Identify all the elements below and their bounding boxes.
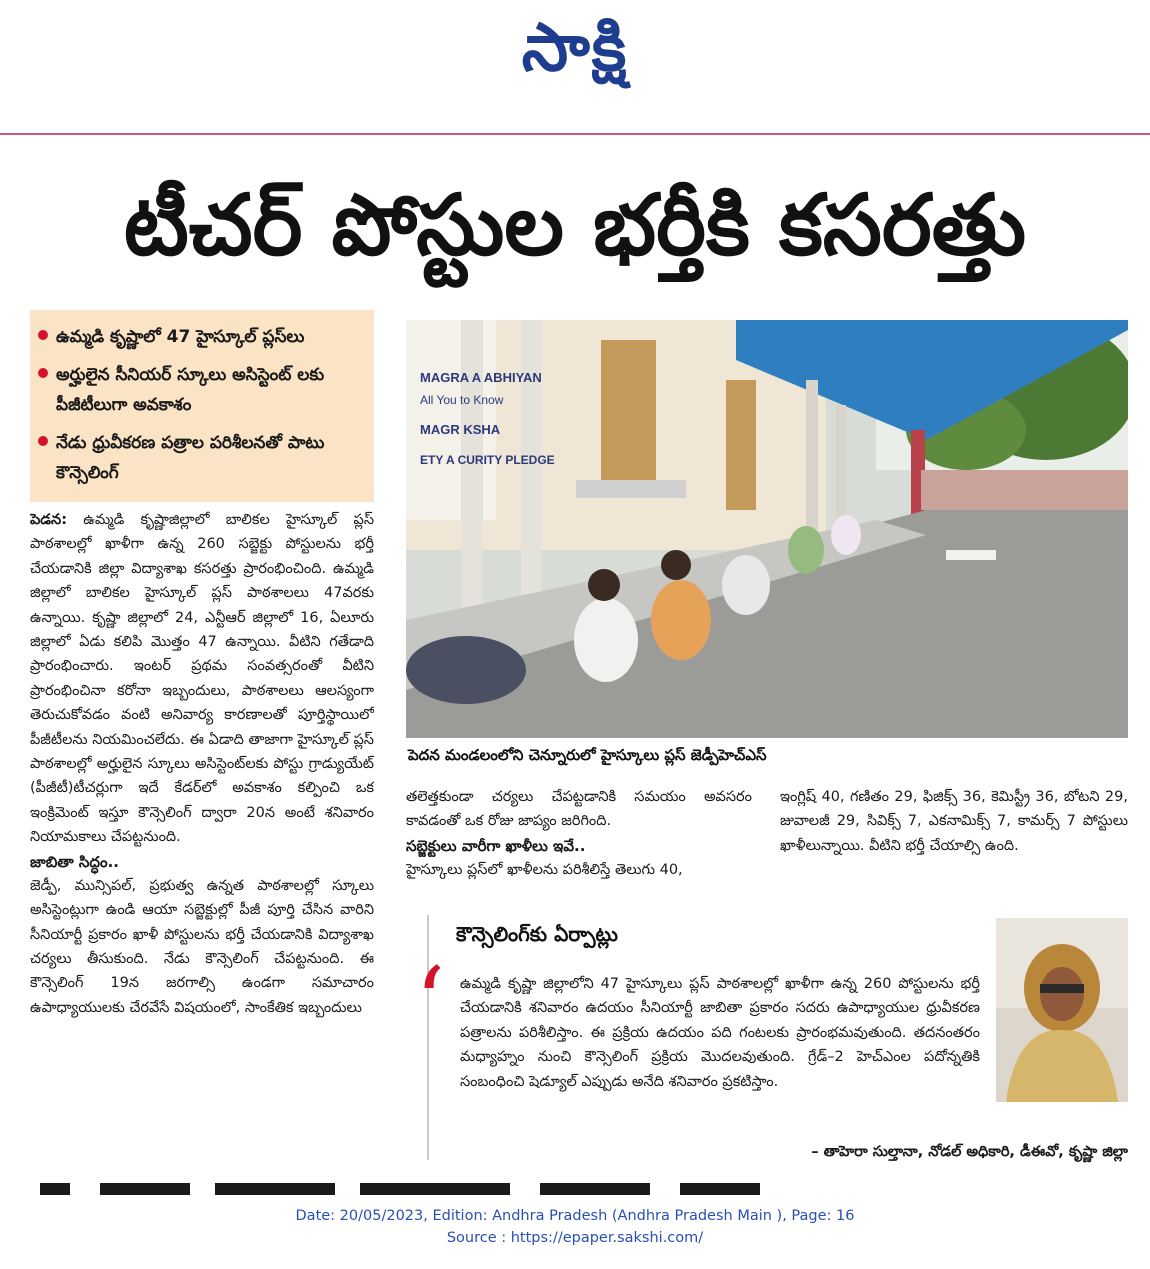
dateline: పెడన: — [30, 512, 68, 528]
sign-text: MAGR KSHA — [420, 422, 501, 437]
highlight-text: అర్హులైన సీనియర్ స్కూలు అసిస్టెంట్ లకు పీజీటీలుగా అవకాశం — [56, 365, 325, 415]
subhead: జాబితా సిద్ధం.. — [30, 852, 119, 871]
footer — [0, 1205, 1150, 1255]
masthead — [0, 0, 1150, 135]
highlight-item — [38, 360, 364, 420]
sign-text: All You to Know — [420, 393, 504, 407]
highlight-item — [38, 428, 364, 488]
article-paragraph: తలెత్తకుండా చర్యలు చేపట్టడానికి సమయం అవసరం కావడంతో ఒక రోజు జాప్యం జరిగింది. — [406, 789, 752, 830]
paragraph-text: ఉమ్మడి కృష్ణాజిల్లాలో బాలికల హైస్కూల్ ప్లస్ పాఠశాలల్లో ఖాళీగా ఉన్న 260 సబ్జెక్టు పోస్టులను భర్తీ చేయడానికి జిల్లా విద్యాశాఖ కసరత్తు ప్రారంభించింది. ఉమ్మడి జిల్లాలో బాలికల హైస్కూల్ ప్లస్ పాఠశాలలు 47వరకు ఉన్నాయి. కృష్ణా జిల్లాలో 24, ఎన్టీఆర్ జిల్లాలో 16, ఏలూరు జిల్లాలో ఏడు కలిపి మొత్తం 47 ఉన్నాయి. వీటిని గతేడాది ప్రారంభించారు. ఇంటర్ ప్రథమ సంవత్సరంతో వీటిని ప్రారంభించినా కరోనా ఇబ్బందులు, పాఠశాలలు ఆలస్యంగా తెరుచుకోవడం వంటి అనివార్య కారణాలతో పూర్తిస్థాయిలో పీజీటీలను నియమించలేదు. ఈ ఏడాది తాజాగా హైస్కూల్ ప్లస్ పాఠశాలల్లో అర్హులైన స్కూలు అసిస్టెంట్‌లకు పోస్టు గ్రాడ్యుయేట్ (పీజీటీ)టీచర్లుగా ఇదే కేడర్‌లో అవకాశం కల్పించి ఒక ఇంక్రిమెంట్ ఇస్తూ కౌన్సెలింగ్ ద్వారా 20న అంటే శనివారం నియామకాలు చేపట్టనుంది. — [30, 512, 374, 846]
photo-caption: పెదన మండలంలోని చెన్నూరులో హైస్కూలు ప్లస్ జెడ్పీహెచ్ఎస్ — [408, 746, 767, 764]
footer-source-line: Source : https://epaper.sakshi.com/ — [446, 1230, 704, 1246]
subhead: సబ్జెక్టులు వారీగా ఖాళీలు ఇవే.. — [406, 836, 586, 855]
article-column-left — [30, 508, 374, 1168]
article-column-middle — [406, 785, 752, 890]
article-paragraph — [30, 508, 374, 850]
highlight-item — [38, 322, 364, 352]
article-column-right — [780, 785, 1128, 890]
sign-text: MAGRA A ABHIYAN — [420, 370, 542, 385]
quote-title: కౌన్సెలింగ్‌కు ఏర్పాట్లు — [456, 922, 618, 946]
quote-body: ఉమ్మడి కృష్ణా జిల్లాలోని 47 హైస్కూలు ప్లస్ పాఠశాలల్లో ఖాళీగా ఉన్న 260 పోస్టులను భర్తీ చేయడానికి శనివారం ఉదయం సీనియార్టీ జాబితా ప్రకారం సదరు ఉపాధ్యాయుల ధ్రువీకరణ పత్రాలను పరిశీలిస్తాం. ఈ ప్రక్రియ ఉదయం పది గంటలకు ప్రారంభమవుతుంది. తదనంతరం మధ్యాహ్నం నుంచి కౌన్సెలింగ్ ప్రక్రియ మొదలవుతుంది. గ్రేడ్–2 హెచ్ఎంల పదోన్నతికి సంబంధించి షెడ్యూల్ ఎప్పుడు అనేది శనివారం ప్రకటిస్తాం. — [460, 976, 980, 1090]
article-paragraph: హైస్కూలు ప్లస్‌లో ఖాళీలను పరిశీలిస్తే తెలుగు 40, — [406, 861, 683, 878]
bullet-icon — [38, 436, 48, 446]
news-photo — [406, 320, 1128, 738]
highlights-box — [30, 310, 374, 502]
highlight-text: ఉమ్మడి కృష్ణాలో 47 హైస్కూల్ ప్లస్‌లు — [56, 327, 305, 347]
article-paragraph: జెడ్పీ, మున్సిపల్, ప్రభుత్వ ఉన్నత పాఠశాలల్లో స్కూలు అసిస్టెంట్లుగా ఉండి ఆయా సబ్జెక్టుల్లో పీజీ పూర్తి చేసిన వారిని సీనియార్టీ ప్రకారం ఖాళీ పోస్టులను భర్తీ చేయడానికి విద్యాశాఖ చర్యలు తీసుకుంది. నేడు కౌన్సెలింగ్ చేపట్టనుంది. ఈ కౌన్సెలింగ్ 19న జరగాల్సి ఉండగా సమాచారం ఉపాధ్యాయులకు చేరవేసే విషయంలో, సాంకేతిక ఇబ్బందులు — [30, 877, 374, 1016]
article-paragraph: ఇంగ్లిష్ 40, గణితం 29, ఫిజిక్స్ 36, కెమిస్ట్రీ 36, బోటని 29, జువాలజీ 29, సివిక్స్ 7, ఎకనామిక్స్ 7, కామర్స్ 7 పోస్టులు ఖాళీలున్నాయి. వీటిని భర్తీ చేయాల్సి ఉంది. — [780, 789, 1128, 854]
cut-off-headline-strip — [40, 1183, 780, 1195]
official-portrait — [996, 918, 1128, 1102]
bullet-icon — [38, 330, 48, 340]
sakshi-logo: సాక్షి — [521, 8, 629, 86]
highlight-text: నేడు ధ్రువీకరణ పత్రాల పరిశీలనతో పాటు కౌన్సెలింగ్ — [56, 433, 325, 483]
quote-attribution: – తాహెరా సుల్తానా, నోడల్ అధికారి, డీఈవో, కృష్ణా జిల్లా — [811, 1144, 1128, 1160]
footer-date-line: Date: 20/05/2023, Edition: Andhra Pradesh (Andhra Pradesh Main ), Page: 16 — [295, 1208, 855, 1224]
masthead-rule — [0, 133, 1150, 135]
portrait-illustration — [996, 918, 1128, 1102]
school-scene-illustration — [406, 320, 1128, 738]
headline: టీచర్ పోస్టుల భర్తీకి కసరత్తు — [123, 176, 1027, 274]
sign-text: ETY A CURITY PLEDGE — [420, 453, 555, 467]
bullet-icon — [38, 368, 48, 378]
quote-mark-icon: ‘ — [414, 947, 446, 1059]
